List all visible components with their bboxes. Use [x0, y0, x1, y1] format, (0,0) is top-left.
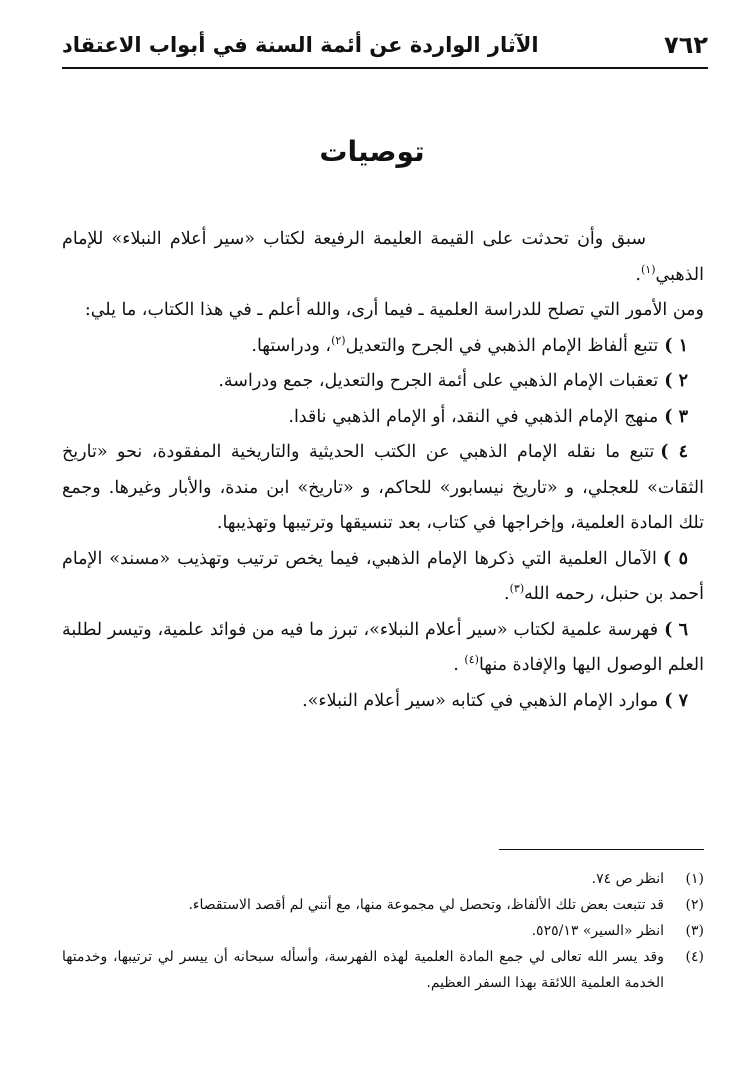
item-text: تتبع ما نقله الإمام الذهبي عن الكتب الحديثية والتاريخية المفقودة، نحو «تاريخ الثقات» للعجلي، و «تاريخ نيسابور» للحاكم، و «تاريخ» ابن مندة، والأبار وغيرها. وجمع تلك المادة العلمية، وإخراجها في كتاب، بعد تنسيقها وترتيبها وتهذيبها.: [62, 442, 704, 533]
intro-paragraph: [62, 222, 704, 293]
body-text: [62, 222, 704, 719]
header-rule: [62, 67, 708, 69]
intro-paragraph-2: ومن الأمور التي تصلح للدراسة العلمية ـ فيما أرى، والله أعلم ـ في هذا الكتاب، ما يلي:: [84, 300, 704, 320]
footnote-ref-2[interactable]: (٢): [331, 333, 346, 347]
list-item: [62, 684, 704, 720]
footnote-ref-1[interactable]: (١): [641, 262, 656, 276]
intro-text: سبق وأن تحدثت على القيمة العليمة الرفيعة لكتاب «سير أعلام النبلاء» للإمام الذهبي: [62, 229, 704, 285]
page-number: ٧٦٢: [664, 31, 708, 59]
footnote: [62, 892, 704, 918]
item-text-after: .: [453, 655, 465, 675]
item-number: ٤ ): [660, 442, 689, 462]
item-number: ٣ ): [664, 406, 688, 427]
footnote-number: (١): [685, 871, 704, 887]
running-header: [62, 28, 708, 62]
footnote-ref-4[interactable]: (٤): [464, 653, 479, 667]
footnote: [62, 866, 704, 892]
footnote: [62, 944, 704, 996]
list-item: [62, 329, 704, 365]
item-number: ٥ ): [662, 548, 689, 569]
footnote-number: (٣): [685, 923, 704, 939]
list-item: [62, 400, 704, 436]
footnote: [62, 918, 704, 944]
footnote-number: (٤): [685, 949, 704, 965]
footnote-text: قد تتبعت بعض تلك الألفاظ، وتحصل لي مجموعة منها، مع أنني لم أقصد الاستقصاء.: [188, 897, 664, 913]
intro-text-end: .: [635, 264, 641, 285]
footnote-text: انظر «السير» ٥٢٥/١٣.: [531, 923, 664, 939]
list-item: [62, 542, 704, 613]
item-number: ٦ ): [664, 619, 689, 640]
list-item: [62, 435, 704, 542]
footnote-ref-3[interactable]: (٣): [509, 582, 525, 596]
footnote-separator: [499, 849, 704, 850]
footnote-text: وقد يسر الله تعالى لي جمع المادة العلمية لهذه الفهرسة، وأسأله سبحانه أن ييسر لي ترتيبها، وخدمتها الخدمة العلمية اللائقة بهذا السفر العظيم.: [62, 949, 664, 991]
chapter-title: توصيات: [319, 135, 425, 168]
item-text: تتبع ألفاظ الإمام الذهبي في الجرح والتعديل: [345, 335, 659, 356]
list-item: [62, 364, 704, 400]
running-title: الآثار الواردة عن أئمة السنة في أبواب الاعتقاد: [62, 33, 539, 57]
item-text-after: ، ودراستها.: [251, 335, 332, 356]
item-text: تعقبات الإمام الذهبي على أئمة الجرح والتعديل، جمع ودراسة.: [218, 371, 659, 391]
item-text: موارد الإمام الذهبي في كتابه «سير أعلام النبلاء».: [302, 690, 659, 711]
item-text: الآمال العلمية التي ذكرها الإمام الذهبي، فيما يخص ترتيب وتهذيب «مسند» الإمام أحمد بن حنبل، رحمه الله: [62, 548, 704, 604]
item-number: ٢ ): [664, 371, 688, 391]
item-number: ١ ): [664, 335, 688, 356]
footnote-number: (٢): [685, 897, 704, 913]
footnotes: [62, 866, 704, 996]
item-number: ٧ ): [664, 690, 688, 711]
footnote-text: انظر ص ٧٤.: [591, 871, 664, 887]
item-text-after: .: [504, 584, 510, 604]
item-text: فهرسة علمية لكتاب «سير أعلام النبلاء»، تبرز ما فيه من فوائد علمية، وتيسر لطلبة العلم الوصول اليها والإفادة منها: [62, 619, 704, 675]
list-item: [62, 613, 704, 684]
item-text: منهج الإمام الذهبي في النقد، أو الإمام الذهبي ناقدا.: [288, 406, 659, 427]
